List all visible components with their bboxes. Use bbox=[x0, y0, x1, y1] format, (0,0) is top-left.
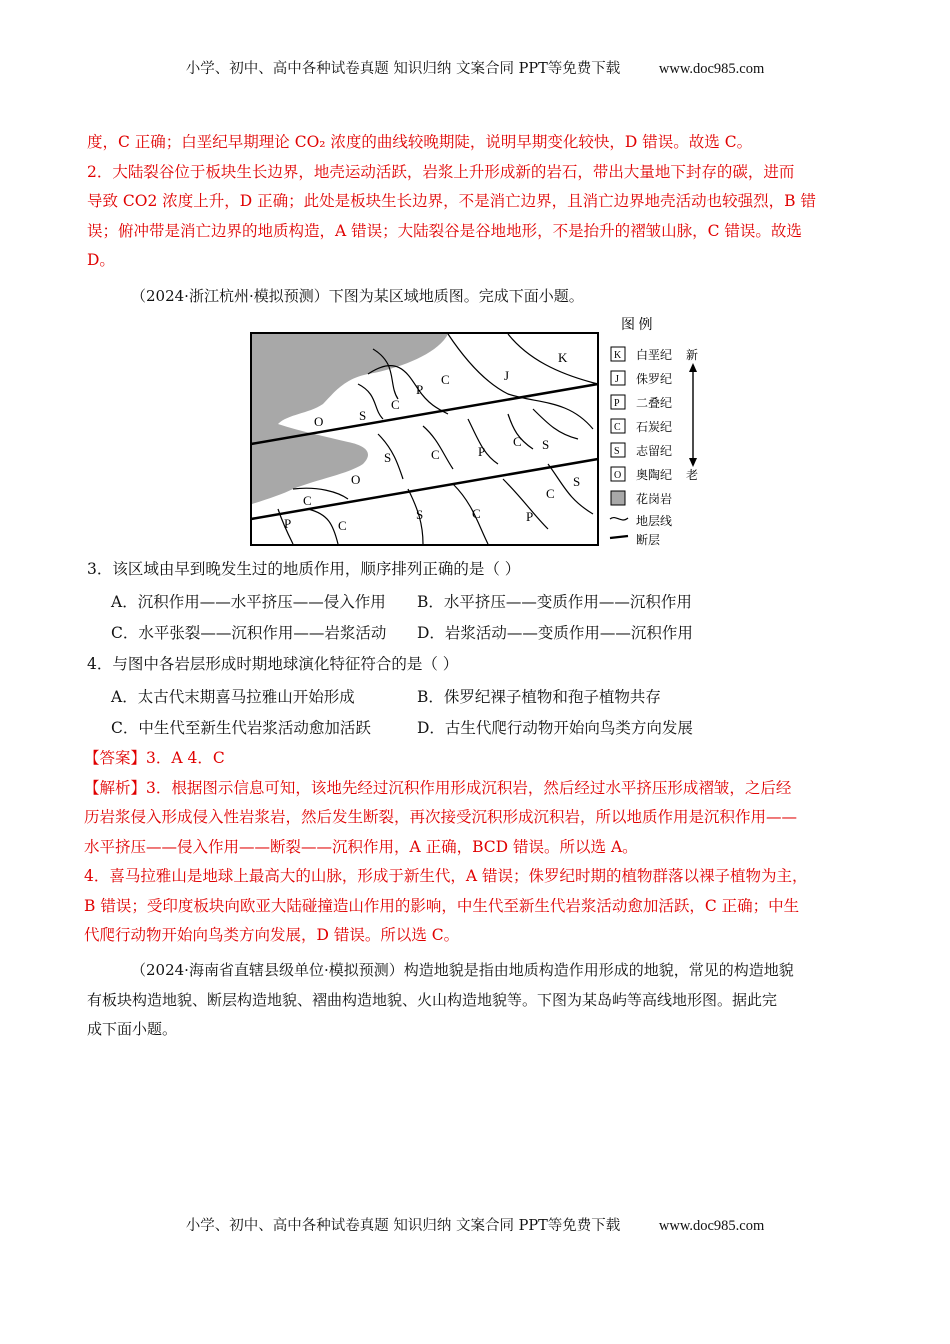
label-p: P bbox=[526, 509, 534, 524]
analysis-line-1: 【解析】3．根据图示信息可知，该地先经过沉积作用形成沉积岩，然后经过水平挤压形成褶皱，之后经 bbox=[84, 778, 792, 797]
label-p: P bbox=[416, 382, 424, 397]
q2-line-2: 导致 CO2 浓度上升，D 正确；此处是板块生长边界，不是消亡边界，且消亡边界地壳活动也较强烈，B 错 bbox=[87, 192, 816, 210]
analysis-line-4: 4．喜马拉雅山是地球上最高大的山脉，形成于新生代，A 错误；侏罗纪时期的植物群落以裸子植物为主， bbox=[84, 867, 808, 885]
analysis-line-6: 代爬行动物开始向鸟类方向发展，D 错误。所以选 C。 bbox=[84, 926, 460, 944]
intro-2 bbox=[87, 956, 867, 1045]
q4-option-a[interactable]: A．太古代末期喜马拉雅山开始形成 bbox=[111, 688, 355, 706]
footer-tagline: 小学、初中、高中各种试卷真题 知识归纳 文案合同 PPT等免费下载 bbox=[185, 1218, 621, 1234]
q3-option-a[interactable]: A．沉积作用——水平挤压——侵入作用 bbox=[111, 593, 386, 611]
arrow-down-icon bbox=[689, 458, 697, 467]
legend bbox=[610, 317, 698, 547]
q3-option-d[interactable]: D．岩浆活动——变质作用——沉积作用 bbox=[417, 624, 693, 642]
q4-option-b[interactable]: B．侏罗纪裸子植物和孢子植物共存 bbox=[417, 688, 661, 706]
stratum-line-icon bbox=[610, 518, 628, 520]
analysis-line-2: 历岩浆侵入形成侵入性岩浆岩，然后发生断裂，再次接受沉积形成沉积岩，所以地质作用是沉积作用—— bbox=[84, 808, 798, 826]
label-c: C bbox=[391, 397, 400, 412]
page-header bbox=[0, 57, 950, 78]
label-s: S bbox=[384, 450, 392, 465]
label-p: P bbox=[478, 444, 486, 459]
analysis-line-3: 水平挤压——侵入作用——断裂——沉积作用，A 正确，BCD 错误。所以选 A。 bbox=[84, 837, 638, 856]
q2-line-3: 误；俯冲带是消亡边界的地质构造，A 错误；大陆裂谷是谷地地形，不是抬升的褶皱山脉，C 错误。故选 bbox=[87, 221, 802, 240]
answer-tag: 【答案】 bbox=[84, 749, 147, 767]
legend-old: 老 bbox=[686, 468, 699, 482]
legend-name-s: 志留纪 bbox=[636, 444, 673, 458]
label-c: C bbox=[303, 493, 312, 508]
legend-granite: 花岗岩 bbox=[636, 492, 673, 506]
label-c: C bbox=[338, 518, 347, 533]
label-p: P bbox=[284, 516, 292, 531]
answer-line bbox=[84, 744, 864, 774]
q4-option-c[interactable]: C．中生代至新生代岩浆活动愈加活跃 bbox=[111, 719, 371, 737]
intro-2-line-1: （2024·海南省直辖县级单位·模拟预测）构造地貌是指由地质构造作用形成的地貌，常见的构造地貌 bbox=[131, 961, 794, 979]
answer-block bbox=[84, 744, 864, 951]
label-s: S bbox=[416, 507, 424, 522]
geologic-map bbox=[248, 314, 708, 550]
q2-line-1: 2．大陆裂谷位于板块生长边界，地壳运动活跃，岩浆上升形成新的岩石，带出大量地下封存的碳，进而 bbox=[87, 162, 795, 181]
header-site[interactable]: www.doc985.com bbox=[658, 61, 765, 77]
legend-code-p: P bbox=[614, 398, 620, 409]
legend-code-c: C bbox=[614, 422, 621, 433]
q4-stem: 4．与图中各岩层形成时期地球演化特征符合的是（ ） bbox=[87, 655, 459, 673]
q3-option-c[interactable]: C．水平张裂——沉积作用——岩浆活动 bbox=[111, 624, 387, 642]
label-s: S bbox=[542, 437, 550, 452]
arrow-up-icon bbox=[689, 363, 697, 372]
legend-name-c: 石炭纪 bbox=[636, 420, 673, 434]
legend-name-o: 奥陶纪 bbox=[636, 468, 673, 482]
label-c: C bbox=[472, 506, 481, 521]
label-k: K bbox=[558, 350, 568, 365]
analysis-line-5: B 错误；受印度板块向欧亚大陆碰撞造山作用的影响，中生代至新生代岩浆活动愈加活跃，C 正确；中生 bbox=[84, 896, 800, 915]
q4-option-d[interactable]: D．古生代爬行动物开始向鸟类方向发展 bbox=[417, 719, 693, 737]
legend-swatch-granite bbox=[611, 491, 625, 505]
label-j: J bbox=[504, 368, 510, 383]
label-o: O bbox=[351, 472, 361, 487]
legend-code-j: J bbox=[615, 374, 619, 385]
legend-code-o: O bbox=[614, 470, 622, 481]
legend-name-j: 侏罗纪 bbox=[636, 372, 673, 386]
label-c: C bbox=[441, 372, 450, 387]
label-c: C bbox=[546, 486, 555, 501]
prev-solution bbox=[87, 128, 867, 276]
label-s: S bbox=[359, 408, 367, 423]
label-o: O bbox=[314, 414, 324, 429]
label-s: S bbox=[573, 474, 581, 489]
answer-text: 3．A 4．C bbox=[146, 749, 225, 767]
label-c: C bbox=[513, 434, 522, 449]
intro-1: （2024·浙江杭州·模拟预测）下图为某区域地质图。完成下面小题。 bbox=[131, 287, 584, 305]
legend-name-p: 二叠纪 bbox=[636, 396, 673, 410]
legend-code-s: S bbox=[614, 446, 620, 457]
legend-new: 新 bbox=[686, 348, 699, 362]
legend-fault: 断层 bbox=[636, 533, 661, 547]
page-footer bbox=[0, 1214, 950, 1235]
legend-code-k: K bbox=[614, 350, 622, 361]
intro-2-line-2: 有板块构造地貌、断层构造地貌、褶曲构造地貌、火山构造地貌等。下图为某岛屿等高线地形图。据此完 bbox=[87, 990, 778, 1009]
header-tagline: 小学、初中、高中各种试卷真题 知识归纳 文案合同 PPT等免费下载 bbox=[185, 61, 621, 77]
legend-name-k: 白垩纪 bbox=[636, 348, 673, 362]
q2-line-4: D。 bbox=[87, 251, 115, 269]
fault-line-icon bbox=[610, 536, 628, 538]
footer-site[interactable]: www.doc985.com bbox=[658, 1218, 765, 1234]
prev-line-1: 度，C 正确；白垩纪早期理论 CO₂ 浓度的曲线较晚期陡，说明早期变化较快，D 错误。故选 C。 bbox=[87, 133, 753, 151]
label-c: C bbox=[431, 447, 440, 462]
analysis-tag: 【解析】 bbox=[84, 778, 147, 797]
legend-stratum-line: 地层线 bbox=[636, 514, 673, 528]
q3-option-b[interactable]: B．水平挤压——变质作用——沉积作用 bbox=[417, 593, 692, 611]
legend-title: 图 例 bbox=[621, 318, 653, 333]
intro-2-line-3: 成下面小题。 bbox=[87, 1020, 178, 1038]
q3-stem: 3．该区域由早到晚发生过的地质作用，顺序排列正确的是（ ） bbox=[87, 560, 521, 578]
